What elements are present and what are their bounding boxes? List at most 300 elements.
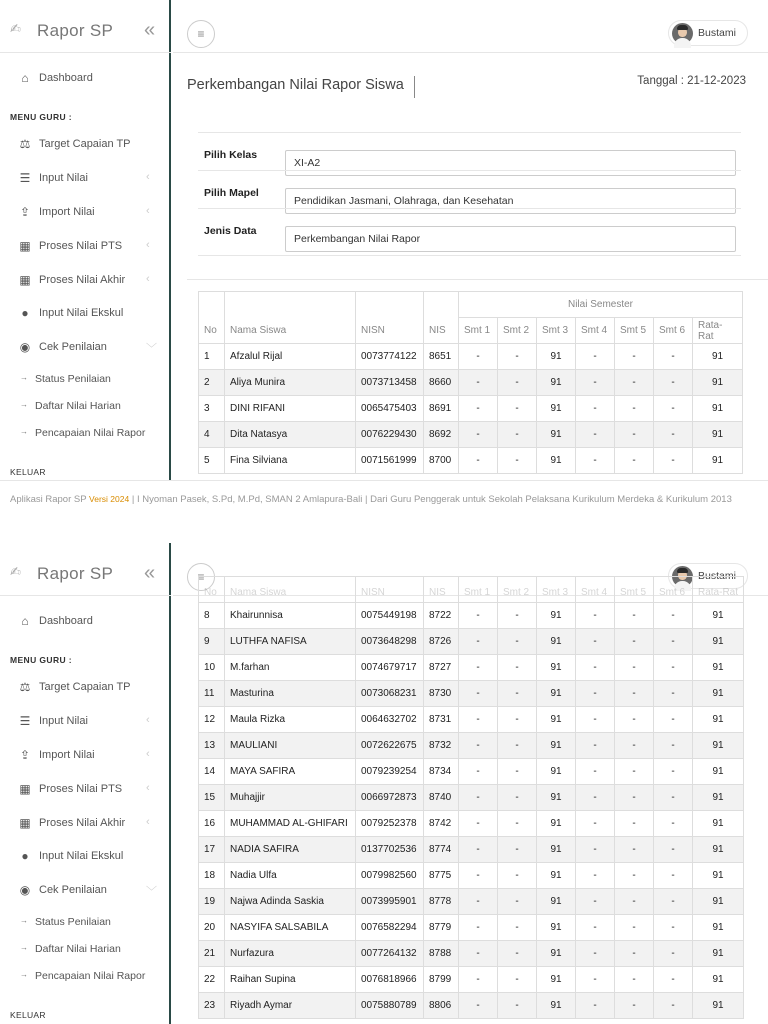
table-cell: Fina Silviana: [225, 448, 356, 474]
table-cell: -: [576, 422, 615, 448]
table-row: [199, 422, 743, 448]
table-cell: -: [615, 785, 654, 811]
table-cell: 0076818966: [356, 967, 424, 993]
table-cell: 91: [693, 915, 744, 941]
column-header: Smt 6: [654, 318, 693, 344]
table-cell: -: [498, 863, 537, 889]
logout-link[interactable]: KELUAR: [10, 1010, 46, 1020]
arrow-right-icon: →: [20, 373, 28, 382]
table-cell: -: [459, 785, 498, 811]
table-row: [199, 629, 744, 655]
column-group-header: Nilai Semester: [459, 292, 743, 318]
table-cell: 0064632702: [356, 707, 424, 733]
table-cell: -: [576, 915, 615, 941]
table-cell: 91: [537, 733, 576, 759]
table-cell: -: [498, 889, 537, 915]
sidebar-item-label: Proses Nilai Akhir: [39, 274, 126, 286]
form-row-jenis: [198, 208, 741, 256]
table-cell: 91: [693, 422, 743, 448]
sidebar-item-label: Target Capaian TP: [39, 138, 131, 150]
table-cell: -: [498, 941, 537, 967]
table-cell: -: [498, 396, 537, 422]
table-cell: -: [654, 422, 693, 448]
table-cell: 91: [693, 655, 744, 681]
table-row: [199, 811, 744, 837]
table-cell: -: [615, 915, 654, 941]
table-cell: 8734: [424, 759, 459, 785]
column-header: Smt 3: [537, 577, 576, 603]
sidebar-subitem-label: Pencapaian Nilai Rapor: [35, 427, 146, 439]
table-cell: Aliya Munira: [225, 370, 356, 396]
table-cell: 8731: [424, 707, 459, 733]
table-row: [199, 448, 743, 474]
sidebar-item-label: Input Nilai Ekskul: [39, 307, 124, 319]
table-cell: 14: [199, 759, 225, 785]
sidebar-item-import-nilai[interactable]: [0, 199, 171, 227]
table-cell: -: [615, 370, 654, 396]
table-cell: -: [654, 370, 693, 396]
table-row: [199, 655, 744, 681]
table-cell: 9: [199, 629, 225, 655]
table-row: [199, 915, 744, 941]
grades-table: [198, 291, 743, 474]
table-cell: -: [498, 603, 537, 629]
chevron-icon: ‹: [146, 782, 150, 794]
ball-icon: ●: [21, 849, 29, 863]
table-cell: 91: [693, 370, 743, 396]
table-cell: 91: [693, 837, 744, 863]
sidebar-item-label: Dashboard: [39, 615, 93, 627]
table-cell: 8779: [424, 915, 459, 941]
footer-version: Versi 2024: [89, 494, 130, 504]
sidebar-item-label: Proses Nilai Akhir: [39, 817, 126, 829]
table-cell: -: [654, 837, 693, 863]
table-cell: -: [498, 733, 537, 759]
sidebar-item-label: Cek Penilaian: [39, 341, 107, 353]
chevron-icon: ‹: [146, 748, 150, 760]
column-header: Smt 4: [576, 318, 615, 344]
table-cell: 8730: [424, 681, 459, 707]
table-cell: 23: [199, 993, 225, 1019]
table-cell: -: [459, 915, 498, 941]
table-cell: -: [576, 889, 615, 915]
table-cell: NASYIFA SALSABILA: [225, 915, 356, 941]
table-cell: 8775: [424, 863, 459, 889]
table-cell: 0075880789: [356, 993, 424, 1019]
column-header: Smt 5: [615, 577, 654, 603]
table-cell: 15: [199, 785, 225, 811]
table-cell: 91: [693, 344, 743, 370]
sidebar-item-input-nilai[interactable]: [0, 708, 171, 736]
table-cell: 91: [537, 370, 576, 396]
table-cell: 0066972873: [356, 785, 424, 811]
table-cell: -: [459, 889, 498, 915]
table-cell: -: [498, 915, 537, 941]
column-header: NISN: [356, 292, 424, 344]
screen-bottom: [0, 543, 768, 1024]
table-cell: -: [654, 941, 693, 967]
table-cell: -: [498, 785, 537, 811]
table-cell: 12: [199, 707, 225, 733]
sidebar-item-dashboard[interactable]: [0, 608, 171, 636]
signature-logo-icon: ✍: [10, 21, 21, 36]
sidebar: [0, 543, 171, 1024]
table-cell: -: [576, 759, 615, 785]
sidebar-item-label: Proses Nilai PTS: [39, 240, 123, 252]
sidebar-subitem-status-penilaian[interactable]: [0, 912, 171, 934]
calculator-icon: ▦: [19, 273, 31, 287]
document-list-icon: ☰: [19, 171, 31, 185]
sidebar-item-label: Proses Nilai PTS: [39, 783, 123, 795]
home-icon: ⌂: [21, 614, 29, 628]
table-cell: Najwa Adinda Saskia: [225, 889, 356, 915]
table-cell: 91: [693, 759, 744, 785]
sidebar-item-proses-nilai-pts[interactable]: [0, 233, 171, 261]
table-cell: -: [576, 863, 615, 889]
table-cell: -: [576, 448, 615, 474]
table-cell: -: [459, 811, 498, 837]
table-cell: 8691: [424, 396, 459, 422]
table-cell: Masturina: [225, 681, 356, 707]
column-header: Smt 2: [498, 577, 537, 603]
arrow-right-icon: →: [20, 400, 28, 409]
table-cell: DINI RIFANI: [225, 396, 356, 422]
table-cell: 91: [537, 785, 576, 811]
table-cell: 1: [199, 344, 225, 370]
table-cell: -: [615, 344, 654, 370]
user-menu[interactable]: [668, 20, 748, 46]
table-row: [199, 785, 744, 811]
sidebar-item-label: Dashboard: [39, 72, 93, 84]
topbar: [173, 0, 768, 53]
table-row: [199, 993, 744, 1019]
table-cell: MUHAMMAD AL-GHIFARI: [225, 811, 356, 837]
table-cell: Dita Natasya: [225, 422, 356, 448]
table-cell: 91: [537, 941, 576, 967]
table-cell: -: [615, 811, 654, 837]
table-row: [199, 370, 743, 396]
table-cell: 8799: [424, 967, 459, 993]
table-cell: 91: [537, 759, 576, 785]
sidebar-subitem-label: Pencapaian Nilai Rapor: [35, 970, 146, 982]
table-cell: 8726: [424, 629, 459, 655]
table-cell: -: [459, 941, 498, 967]
kelas-select[interactable]: XI-A2: [285, 150, 736, 176]
home-icon: ⌂: [21, 71, 29, 85]
table-cell: 91: [693, 993, 744, 1019]
sidebar-item-input-nilai-ekskul[interactable]: [0, 300, 171, 328]
column-header: Nama Siswa: [225, 292, 356, 344]
table-cell: 8774: [424, 837, 459, 863]
table-cell: 18: [199, 863, 225, 889]
table-cell: 13: [199, 733, 225, 759]
table-cell: -: [654, 967, 693, 993]
table-cell: -: [615, 603, 654, 629]
collapse-sidebar-icon[interactable]: «: [144, 562, 156, 584]
menu-toggle-icon[interactable]: ≡: [187, 20, 215, 48]
table-row: [199, 396, 743, 422]
table-cell: 19: [199, 889, 225, 915]
sidebar-item-cek-penilaian[interactable]: [0, 334, 171, 362]
table-cell: -: [615, 863, 654, 889]
sidebar-item-label: Input Nilai: [39, 172, 88, 184]
brand: [0, 543, 171, 596]
sidebar-item-label: Import Nilai: [39, 206, 95, 218]
table-cell: 91: [693, 681, 744, 707]
table-cell: -: [654, 863, 693, 889]
column-header: Rata-Rat: [693, 577, 744, 603]
sidebar-item-input-nilai-ekskul[interactable]: [0, 843, 171, 871]
scale-icon: ⚖: [19, 680, 31, 694]
column-header: Smt 4: [576, 577, 615, 603]
table-cell: -: [498, 759, 537, 785]
table-cell: Nadia Ulfa: [225, 863, 356, 889]
chevron-icon: ‹: [146, 816, 150, 828]
table-cell: -: [576, 681, 615, 707]
table-cell: 3: [199, 396, 225, 422]
table-cell: -: [654, 811, 693, 837]
table-cell: 91: [537, 603, 576, 629]
table-row: [199, 837, 744, 863]
chevron-icon: ‹: [146, 239, 150, 251]
arrow-right-icon: →: [20, 427, 28, 436]
table-cell: -: [654, 785, 693, 811]
ball-icon: ●: [21, 306, 29, 320]
footer: [0, 480, 768, 543]
table-cell: 91: [693, 396, 743, 422]
sidebar-item-target-capaian-tp[interactable]: [0, 131, 171, 159]
table-cell: -: [459, 603, 498, 629]
calculator-icon: ▦: [19, 782, 31, 796]
table-cell: -: [498, 422, 537, 448]
table-cell: -: [459, 681, 498, 707]
table-cell: -: [498, 837, 537, 863]
table-cell: 91: [693, 889, 744, 915]
document-list-icon: ☰: [19, 714, 31, 728]
table-cell: 8778: [424, 889, 459, 915]
table-cell: 8732: [424, 733, 459, 759]
table-cell: -: [654, 603, 693, 629]
table-cell: 91: [537, 422, 576, 448]
table-cell: 91: [693, 629, 744, 655]
sidebar: [0, 0, 171, 480]
column-header: Rata-Rat: [693, 318, 743, 344]
table-cell: 20: [199, 915, 225, 941]
table-cell: 11: [199, 681, 225, 707]
table-row: [199, 603, 744, 629]
menu-toggle-icon[interactable]: ≡: [187, 563, 215, 591]
upload-icon: ⇪: [19, 748, 31, 762]
kelas-label: Pilih Kelas: [204, 149, 258, 161]
table-cell: 91: [693, 863, 744, 889]
sidebar-subitem-label: Daftar Nilai Harian: [35, 943, 121, 955]
table-cell: Riyadh Aymar: [225, 993, 356, 1019]
table-cell: -: [576, 993, 615, 1019]
table-cell: -: [459, 448, 498, 474]
table-cell: 0073995901: [356, 889, 424, 915]
table-cell: Muhajjir: [225, 785, 356, 811]
column-header: Smt 1: [459, 577, 498, 603]
footer-app-name: Aplikasi Rapor SP: [10, 494, 87, 505]
table-cell: 91: [693, 941, 744, 967]
table-cell: -: [615, 422, 654, 448]
table-cell: -: [654, 993, 693, 1019]
table-cell: -: [498, 967, 537, 993]
column-header: Smt 5: [615, 318, 654, 344]
arrow-right-icon: →: [20, 943, 28, 952]
table-cell: -: [654, 681, 693, 707]
avatar: [672, 23, 693, 44]
table-row: [199, 681, 744, 707]
jenis-select[interactable]: Perkembangan Nilai Rapor: [285, 226, 736, 252]
brand-name[interactable]: Rapor SP: [37, 21, 114, 40]
table-cell: -: [498, 370, 537, 396]
table-cell: -: [459, 422, 498, 448]
table-cell: 91: [537, 396, 576, 422]
table-cell: 91: [537, 811, 576, 837]
table-row: [199, 863, 744, 889]
table-cell: -: [459, 837, 498, 863]
table-cell: -: [615, 655, 654, 681]
table-cell: -: [459, 629, 498, 655]
sidebar-item-dashboard[interactable]: [0, 65, 171, 93]
column-header: NIS: [424, 292, 459, 344]
table-cell: -: [576, 344, 615, 370]
table-cell: 0073068231: [356, 681, 424, 707]
table-cell: -: [654, 344, 693, 370]
table-cell: 91: [537, 837, 576, 863]
table-cell: -: [498, 629, 537, 655]
table-cell: 22: [199, 967, 225, 993]
table-cell: -: [459, 370, 498, 396]
sidebar-item-input-nilai[interactable]: [0, 165, 171, 193]
table-cell: Afzalul Rijal: [225, 344, 356, 370]
table-cell: 91: [537, 707, 576, 733]
sidebar-subitem-pencapaian-nilai-rapor[interactable]: [0, 966, 171, 988]
table-cell: Maula Rizka: [225, 707, 356, 733]
table-cell: -: [576, 603, 615, 629]
table-cell: 0137702536: [356, 837, 424, 863]
table-cell: Nurfazura: [225, 941, 356, 967]
table-cell: MAYA SAFIRA: [225, 759, 356, 785]
sidebar-item-proses-nilai-akhir[interactable]: [0, 267, 171, 295]
table-cell: 91: [537, 889, 576, 915]
collapse-sidebar-icon[interactable]: «: [144, 19, 156, 41]
table-cell: 91: [537, 448, 576, 474]
table-cell: 91: [693, 448, 743, 474]
table-cell: -: [459, 396, 498, 422]
eye-icon: ◉: [19, 340, 31, 354]
user-name: Bustami: [698, 570, 736, 582]
user-name: Bustami: [698, 27, 736, 39]
column-header: No: [199, 577, 225, 603]
form-row-kelas: [198, 132, 741, 170]
sidebar-item-import-nilai[interactable]: [0, 742, 171, 770]
table-cell: -: [576, 811, 615, 837]
table-cell: Raihan Supina: [225, 967, 356, 993]
table-row: [199, 707, 744, 733]
table-cell: 0077264132: [356, 941, 424, 967]
table-cell: -: [615, 733, 654, 759]
table-cell: 21: [199, 941, 225, 967]
footer-credits: | I Nyoman Pasek, S.Pd, M.Pd, SMAN 2 Amlapura-Bali | Dari Guru Penggerak untuk Sekolah Pelaksana Kurikulum Merdeka & Kurikulum 2013: [131, 494, 732, 505]
table-cell: -: [654, 396, 693, 422]
table-cell: 0065475403: [356, 396, 424, 422]
table-cell: 91: [537, 681, 576, 707]
table-cell: -: [654, 915, 693, 941]
chevron-icon: ‹: [146, 714, 150, 726]
main-content-scrolled: [173, 587, 768, 1024]
table-row: [199, 759, 744, 785]
table-cell: 8722: [424, 603, 459, 629]
table-cell: LUTHFA NAFISA: [225, 629, 356, 655]
table-row: [199, 733, 744, 759]
table-row: [199, 889, 744, 915]
sidebar-item-label: Cek Penilaian: [39, 884, 107, 896]
table-cell: -: [576, 396, 615, 422]
sidebar-subitem-pencapaian-nilai-rapor[interactable]: [0, 423, 171, 445]
table-cell: 91: [693, 811, 744, 837]
table-cell: -: [615, 967, 654, 993]
table-cell: 8651: [424, 344, 459, 370]
table-cell: -: [459, 993, 498, 1019]
sidebar-item-cek-penilaian[interactable]: [0, 877, 171, 905]
signature-logo-icon: ✍: [10, 564, 21, 579]
sidebar-subitem-label: Status Penilaian: [35, 373, 111, 385]
table-cell: -: [498, 993, 537, 1019]
table-cell: -: [615, 889, 654, 915]
table-cell: -: [654, 655, 693, 681]
grades-table-card: [187, 279, 768, 489]
sidebar-subitem-label: Status Penilaian: [35, 916, 111, 928]
sidebar-subitem-daftar-nilai-harian[interactable]: [0, 939, 171, 961]
sidebar-item-proses-nilai-pts[interactable]: [0, 776, 171, 804]
table-cell: -: [576, 370, 615, 396]
mapel-select[interactable]: Pendidikan Jasmani, Olahraga, dan Kesehatan: [285, 188, 736, 214]
menu-heading: MENU GURU :: [10, 112, 73, 122]
chevron-icon: ‹: [146, 273, 150, 285]
main-content: [173, 53, 768, 480]
table-cell: 91: [693, 785, 744, 811]
brand: [0, 0, 171, 53]
sidebar-subitem-daftar-nilai-harian[interactable]: [0, 396, 171, 418]
brand-name[interactable]: Rapor SP: [37, 564, 114, 583]
column-header: No: [199, 292, 225, 344]
table-cell: -: [615, 707, 654, 733]
table-cell: 91: [537, 967, 576, 993]
table-cell: -: [615, 993, 654, 1019]
table-cell: -: [654, 889, 693, 915]
page-title: Perkembangan Nilai Rapor Siswa: [187, 76, 415, 98]
table-cell: 0073774122: [356, 344, 424, 370]
logout-link[interactable]: KELUAR: [10, 467, 46, 477]
sidebar-subitem-status-penilaian[interactable]: [0, 369, 171, 391]
table-row: [199, 941, 744, 967]
table-cell: 8727: [424, 655, 459, 681]
table-cell: -: [459, 759, 498, 785]
sidebar-item-target-capaian-tp[interactable]: [0, 674, 171, 702]
table-cell: 91: [693, 603, 744, 629]
table-cell: -: [615, 681, 654, 707]
sidebar-item-label: Input Nilai Ekskul: [39, 850, 124, 862]
table-cell: 0075449198: [356, 603, 424, 629]
table-cell: MAULIANI: [225, 733, 356, 759]
table-cell: -: [654, 733, 693, 759]
sidebar-item-proses-nilai-akhir[interactable]: [0, 810, 171, 838]
upload-icon: ⇪: [19, 205, 31, 219]
table-cell: 91: [537, 344, 576, 370]
eye-icon: ◉: [19, 883, 31, 897]
